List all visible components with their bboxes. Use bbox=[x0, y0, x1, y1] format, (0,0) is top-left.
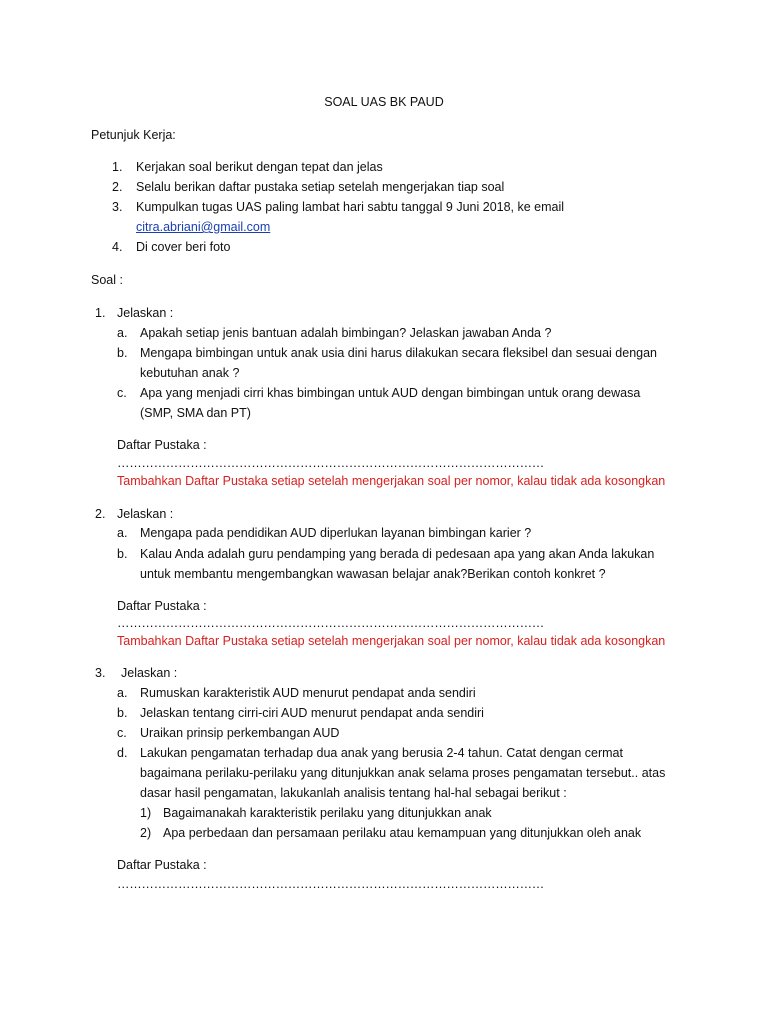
instruction-number: 4. bbox=[112, 240, 123, 254]
sub-letter: c. bbox=[117, 386, 127, 400]
subsub-text: Apa perbedaan dan persamaan perilaku atau kemampuan yang ditunjukkan oleh anak bbox=[163, 826, 642, 840]
sub-text: Uraikan prinsip perkembangan AUD bbox=[140, 726, 340, 740]
sub-text: Apa yang menjadi cirri khas bimbingan untuk AUD dengan bimbingan untuk orang dewasa bbox=[140, 386, 641, 400]
instruction-text: Kumpulkan tugas UAS paling lambat hari sabtu tanggal 9 Juni 2018, ke email bbox=[136, 200, 565, 214]
sub-text: Rumuskan karakteristik AUD menurut pendapat anda sendiri bbox=[140, 686, 476, 700]
subsub-text: Bagaimanakah karakteristik perilaku yang ditunjukkan anak bbox=[163, 806, 492, 820]
instruction-number: 2. bbox=[112, 180, 123, 194]
sub-letter: b. bbox=[117, 706, 128, 720]
soal-heading: Soal : bbox=[91, 273, 123, 287]
question-label: Jelaskan : bbox=[117, 507, 174, 521]
sub-text: Apakah setiap jenis bantuan adalah bimbingan? Jelaskan jawaban Anda ? bbox=[140, 326, 552, 340]
sub-letter: b. bbox=[117, 346, 128, 360]
sub-letter: c. bbox=[117, 726, 127, 740]
instructions-heading: Petunjuk Kerja: bbox=[91, 128, 176, 142]
sub-text: kebutuhan anak ? bbox=[140, 366, 240, 380]
question-label: Jelaskan : bbox=[117, 306, 174, 320]
instruction-number: 1. bbox=[112, 160, 123, 174]
question-label: Jelaskan : bbox=[121, 666, 178, 680]
subsub-number: 2) bbox=[140, 826, 152, 840]
sub-text: Jelaskan tentang cirri-ciri AUD menurut pendapat anda sendiri bbox=[140, 706, 484, 720]
daftar-pustaka-label: Daftar Pustaka : bbox=[117, 858, 207, 872]
instruction-text: Di cover beri foto bbox=[136, 240, 231, 254]
subsub-number: 1) bbox=[140, 806, 152, 820]
daftar-pustaka-dots: …………………………………………………………………………………………… bbox=[117, 456, 545, 470]
sub-letter: d. bbox=[117, 746, 128, 760]
question-number: 3. bbox=[95, 666, 106, 680]
instruction-text: Kerjakan soal berikut dengan tepat dan jelas bbox=[136, 160, 383, 174]
question-number: 2. bbox=[95, 507, 106, 521]
sub-letter: a. bbox=[117, 526, 128, 540]
sub-letter: b. bbox=[117, 547, 128, 561]
daftar-pustaka-note: Tambahkan Daftar Pustaka setiap setelah mengerjakan soal per nomor, kalau tidak ada kosongkan bbox=[117, 634, 666, 648]
page-title: SOAL UAS BK PAUD bbox=[324, 95, 444, 109]
daftar-pustaka-label: Daftar Pustaka : bbox=[117, 438, 207, 452]
daftar-pustaka-note: Tambahkan Daftar Pustaka setiap setelah mengerjakan soal per nomor, kalau tidak ada kosongkan bbox=[117, 474, 666, 488]
sub-text: dasar hasil pengamatan, lakukanlah analisis tentang hal-hal sebagai berikut : bbox=[140, 786, 567, 800]
instruction-number: 3. bbox=[112, 200, 123, 214]
sub-letter: a. bbox=[117, 686, 128, 700]
sub-text: Lakukan pengamatan terhadap dua anak yang berusia 2-4 tahun. Catat dengan cermat bbox=[140, 746, 623, 760]
daftar-pustaka-dots: …………………………………………………………………………………………… bbox=[117, 616, 545, 630]
sub-text: Mengapa pada pendidikan AUD diperlukan layanan bimbingan karier ? bbox=[140, 526, 532, 540]
question-number: 1. bbox=[95, 306, 106, 320]
sub-text: Mengapa bimbingan untuk anak usia dini harus dilakukan secara fleksibel dan sesuai dengan bbox=[140, 346, 658, 360]
sub-text: Kalau Anda adalah guru pendamping yang berada di pedesaan apa yang akan Anda lakukan bbox=[140, 547, 655, 561]
sub-text: (SMP, SMA dan PT) bbox=[140, 406, 251, 420]
daftar-pustaka-dots: …………………………………………………………………………………………… bbox=[117, 877, 545, 891]
email-link[interactable]: citra.abriani@gmail.com bbox=[136, 220, 271, 234]
sub-letter: a. bbox=[117, 326, 128, 340]
sub-text: bagaimana perilaku-perilaku yang ditunjukkan anak selama proses pengamatan tersebut.. atas bbox=[140, 766, 666, 780]
daftar-pustaka-label: Daftar Pustaka : bbox=[117, 599, 207, 613]
sub-text: untuk membantu mengembangkan wawasan belajar anak?Berikan contoh konkret ? bbox=[140, 567, 606, 581]
instruction-text: Selalu berikan daftar pustaka setiap setelah mengerjakan tiap soal bbox=[136, 180, 505, 194]
